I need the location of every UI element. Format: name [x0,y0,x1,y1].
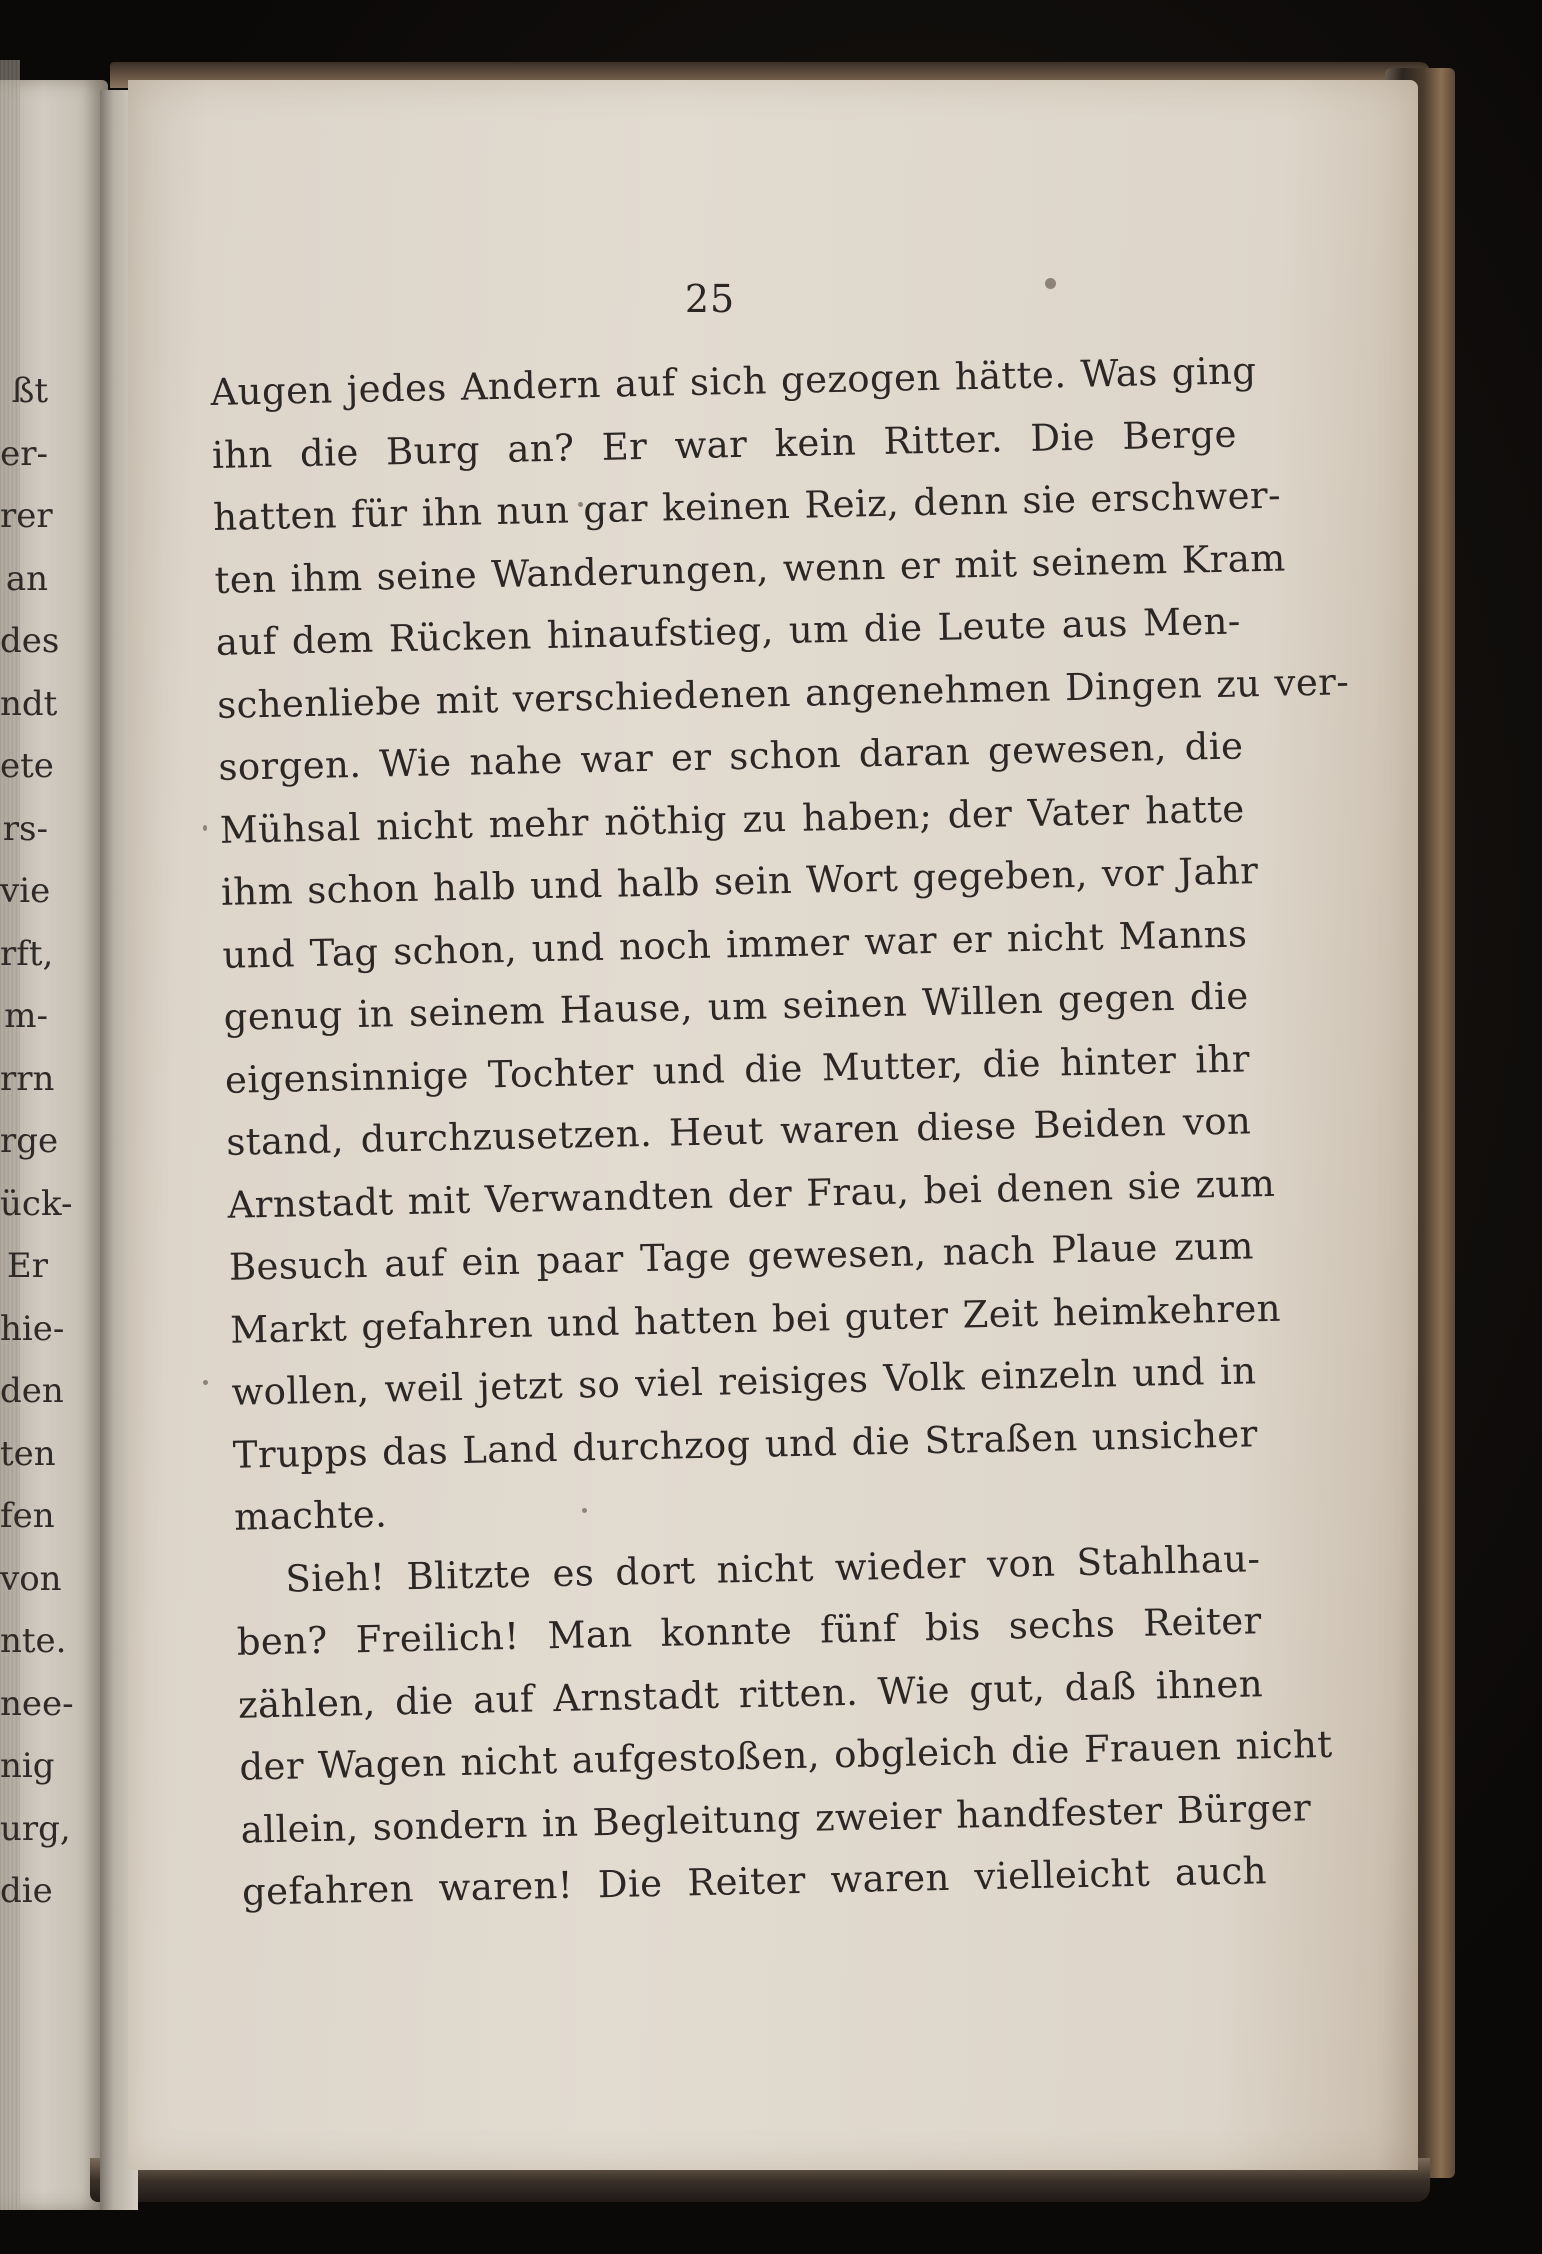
previous-page-fragment: ück- [0,1183,73,1224]
previous-page-fragment: die [0,1871,53,1911]
paper-speck [203,825,207,831]
paper-speck [1045,278,1056,289]
text-line: ihn die Burg an? Er war kein Ritter. Die Berge [211,412,1238,477]
text-line: Mühsal nicht mehr nöthig zu haben; der Vater hatte [219,786,1246,852]
previous-page-fragment: nte. [0,1621,67,1661]
previous-page-fragment: rft, [0,933,54,974]
text-line: Besuch auf ein paar Tage gewesen, nach Plaue zum [228,1224,1255,1289]
text-line: und Tag schon, und noch immer war er nicht Manns [221,911,1248,977]
previous-page-fragment: nig [0,1746,55,1786]
previous-page-fragment: des [0,621,60,661]
text-line: auf dem Rücken hinaufstieg, um die Leute aus Men- [215,599,1242,664]
previous-page-fragment: er- [0,433,48,474]
text-line: ten ihm seine Wanderungen, wenn er mit seinem Kram [214,536,1287,602]
text-line: wollen, weil jetzt so viel reisiges Volk einzeln und in [231,1349,1257,1414]
text-line: hatten für ihn nun gar keinen Reiz, denn sie erschwer- [212,473,1282,539]
previous-page-fragment: von [0,1558,62,1599]
paper-speck [203,1380,208,1385]
previous-page-fragment: hie- [0,1308,65,1349]
text-line: zählen, die auf Arnstadt ritten. Wie gut, daß ihnen [237,1661,1264,1727]
page-number: 25 [684,277,736,321]
page-body-text [210,341,1350,1925]
text-line: ben? Freilich! Man konnte fünf bis sechs Reiter [236,1599,1263,1664]
previous-page-fragment: rer [0,496,53,536]
previous-page-fragment: rrn [0,1058,55,1099]
text-line: der Wagen nicht aufgestoßen, obgleich die Frauen nicht [238,1722,1333,1789]
text-line: gefahren waren! Die Reiter waren vielleicht auch [241,1849,1268,1914]
previous-page-fragment: urg, [0,1808,71,1849]
previous-page-fragment: an [5,558,48,599]
previous-page-fragment: Er [6,1246,48,1286]
paragraph-start-line: Sieh! Blitzte es dort nicht wieder von Stahlhau- [285,1536,1261,1601]
previous-page-fragment: ete [0,746,54,786]
previous-page-fragment: m- [4,996,48,1036]
text-line: Markt gefahren und hatten bei guter Zeit heimkehren [229,1286,1282,1352]
previous-page-fragment: ßt [11,371,48,411]
text-line: Augen jedes Andern auf sich gezogen hätte. Was ging [210,349,1257,414]
text-line: eigensinnige Tochter und die Mutter, die hinter ihr [224,1036,1251,1102]
text-line: schenliebe mit verschiedenen angenehmen Dingen zu ver- [216,659,1350,727]
text-line: allein, sondern in Begleitung zweier handfester Bürger [240,1785,1312,1852]
text-line: sorgen. Wie nahe war er schon daran gewesen, die [218,724,1244,789]
text-line: genug in seinem Hause, um seinen Willen gegen die [223,974,1249,1039]
previous-page-fragment: rge [0,1121,59,1161]
previous-page-fragment: nee- [0,1683,74,1724]
previous-page-fragment: ndt [0,683,58,724]
previous-page-fragment: rs- [2,808,48,849]
previous-page-fragment: vie [0,871,51,911]
previous-page-fragment: ten [0,1433,56,1474]
text-line: Trupps das Land durchzog und die Straßen unsicher [232,1411,1259,1477]
text-line: stand, durchzusetzen. Heut waren diese Beiden von [225,1099,1252,1164]
previous-page-fragment: fen [0,1496,55,1536]
paragraph-end-line: machte. [233,1492,388,1539]
previous-page-fragment: den [0,1371,64,1411]
text-line: ihm schon halb und halb sein Wort gegeben, vor Jahr [220,849,1259,914]
previous-page-text [0,360,74,1923]
text-line: Arnstadt mit Verwandten der Frau, bei denen sie zum [227,1161,1276,1227]
